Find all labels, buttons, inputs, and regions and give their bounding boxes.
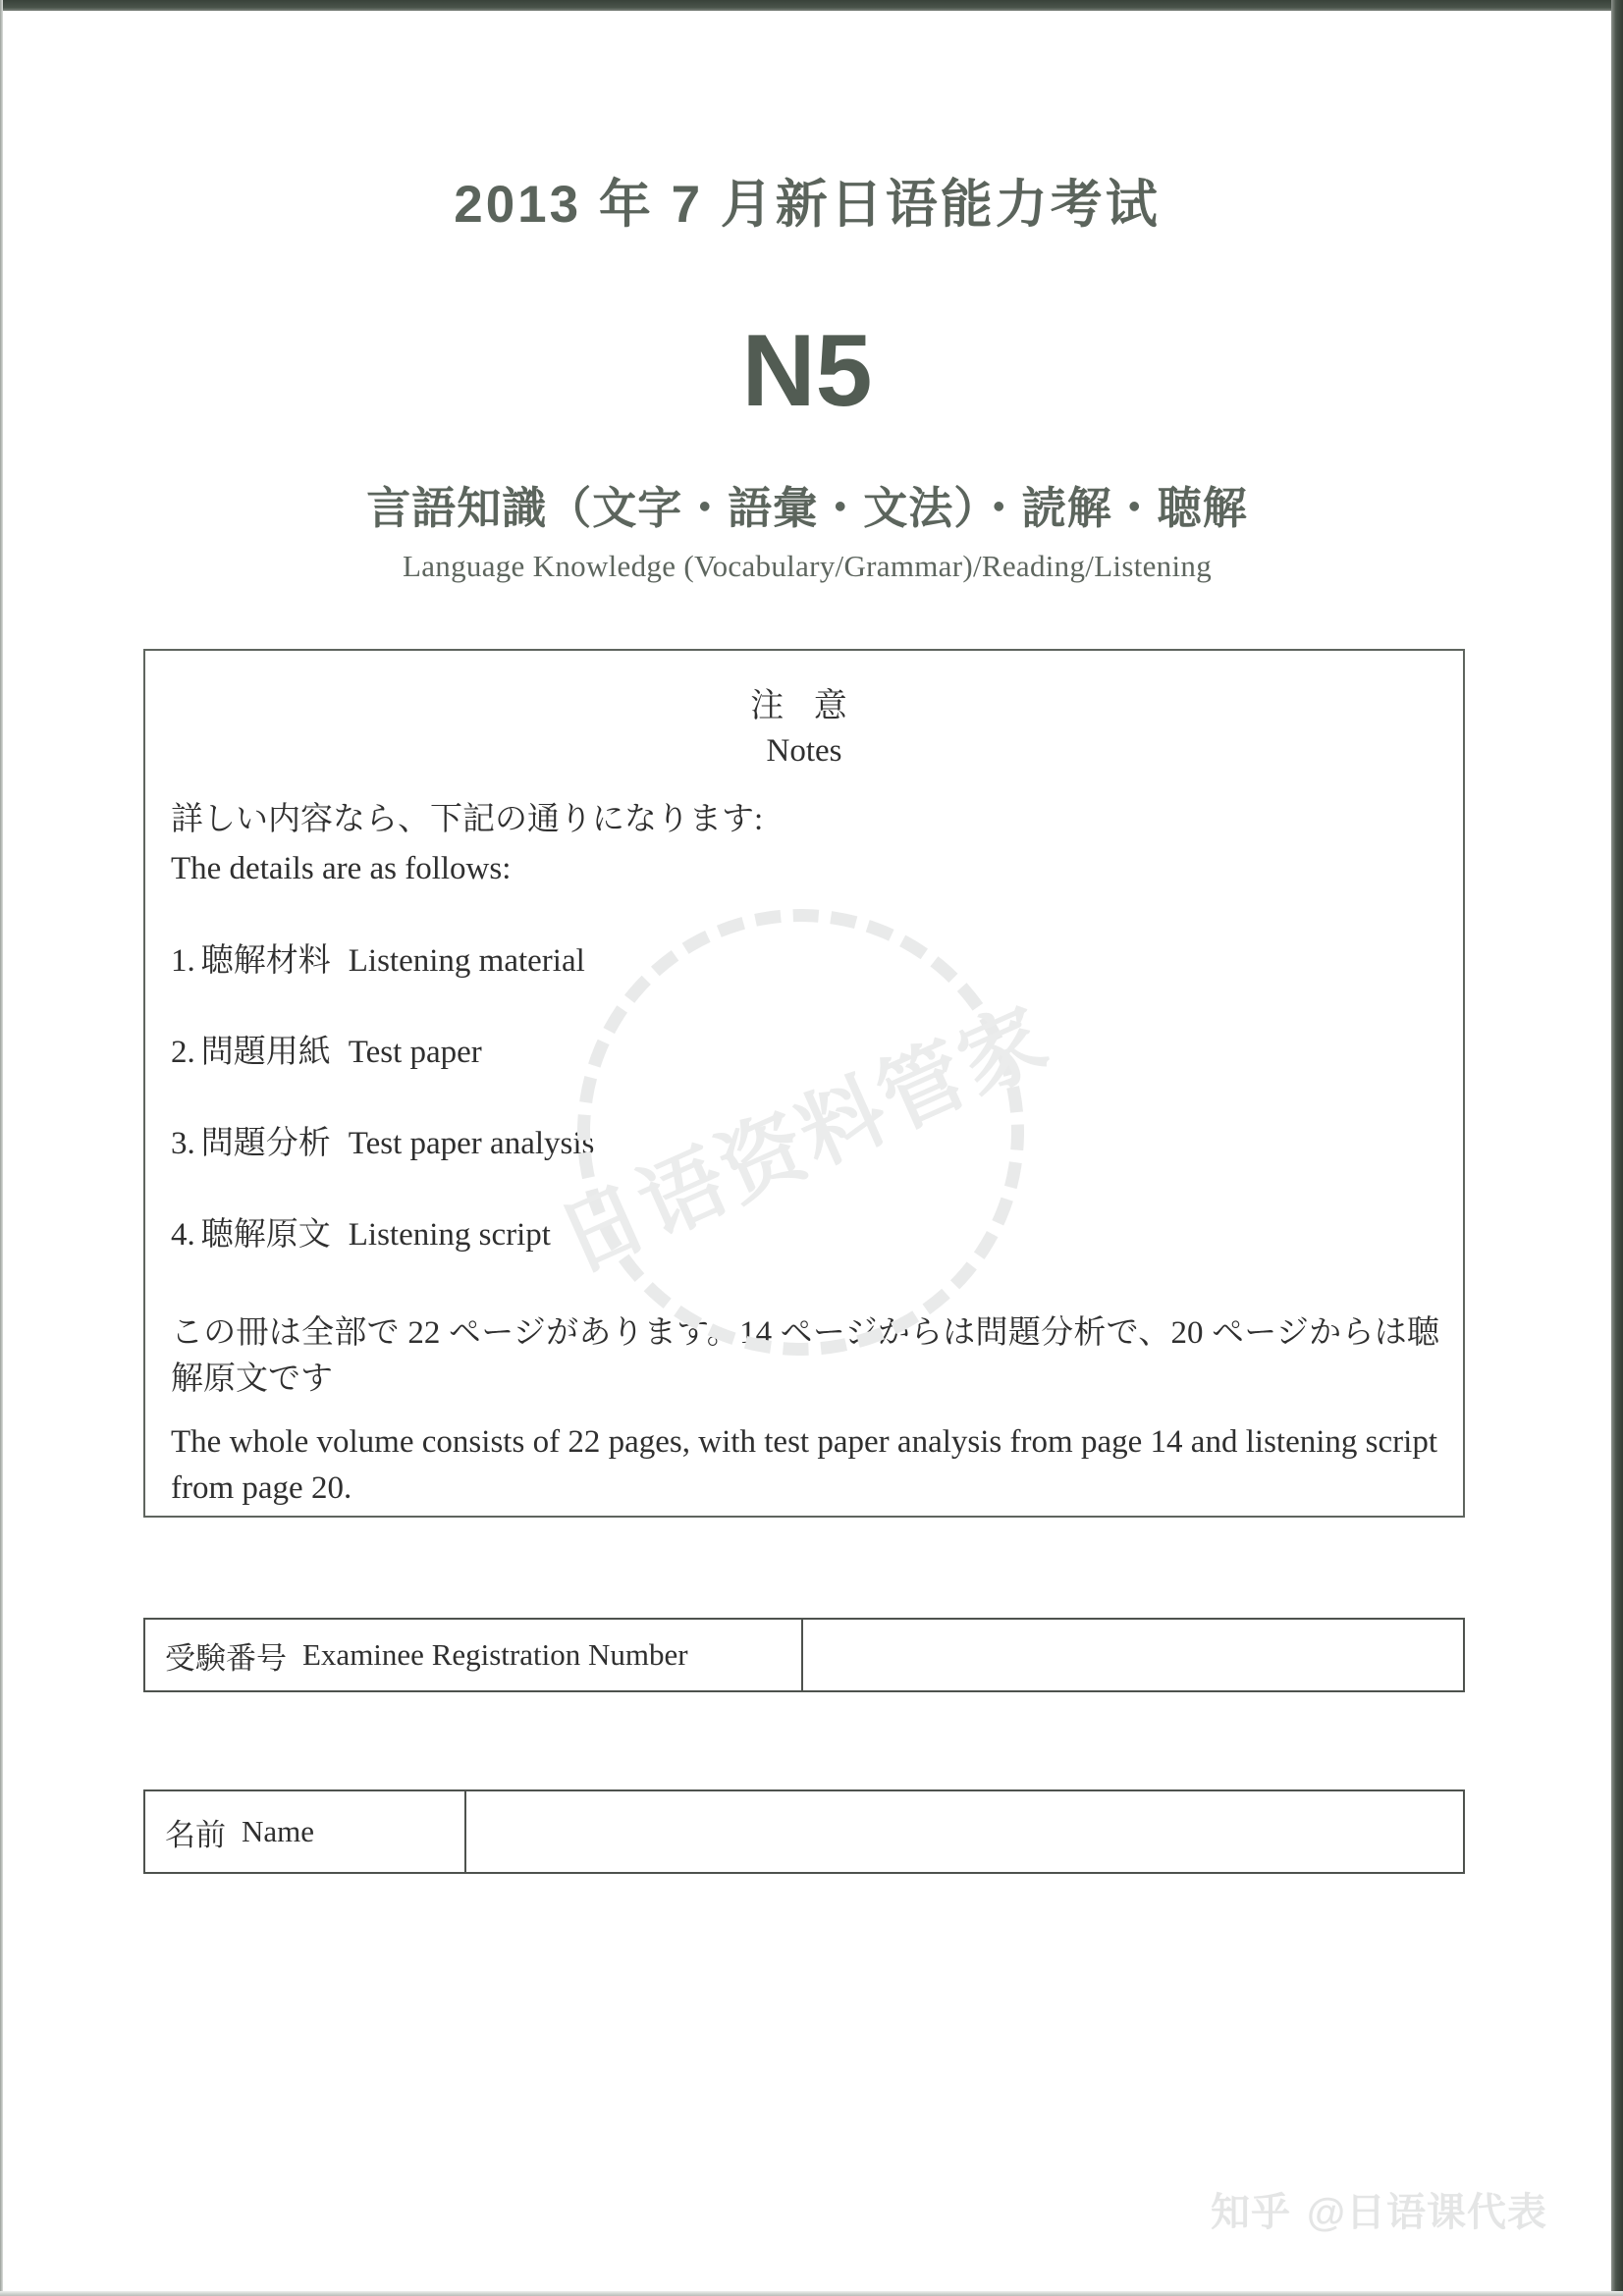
examinee-registration-input[interactable] [803,1620,1463,1690]
examinee-name-label-english: Name [242,1814,315,1848]
examinee-registration-row [143,1618,1465,1692]
scan-edge-bottom [0,2291,1623,2296]
subtitle-english: Language Knowledge (Vocabulary/Grammar)/Reading/Listening [403,549,1212,583]
list-item-english: Test paper [348,1035,482,1071]
notes-heading-japanese: 注 意 [750,688,858,724]
scan-edge-right [1611,0,1623,2296]
subtitle-japanese: 言語知識（文字・語彙・文法）・読解・聴解 [366,483,1248,533]
list-item-english: Listening script [348,1217,551,1254]
scan-edge-top [0,0,1623,11]
paper-surface [3,11,1611,2291]
list-item-number: 3. [171,1126,195,1162]
list-item-japanese: 問題用紙 [200,1035,331,1071]
list-item [171,1208,1437,1255]
list-item [171,934,1437,981]
list-item-english: Listening material [348,943,585,980]
brand-site-name: 知乎 [1210,2191,1291,2234]
brand-watermark [1211,2181,1547,2237]
list-item-number: 4. [171,1217,195,1254]
list-item [171,1117,1437,1163]
examinee-registration-label [145,1620,803,1690]
notes-heading-english: Notes [766,733,842,769]
examinee-registration-label-english: Examinee Registration Number [302,1637,688,1672]
notes-body [171,798,1437,1300]
notes-intro-english: The details are as follows: [171,850,512,886]
examinee-name-label-japanese: 名前 [165,1817,226,1852]
list-item-japanese: 問題分析 [200,1126,331,1162]
notes-summary-japanese: この冊は全部で 22 ページがあります。14 ページからは問題分析で、20 ページからは聴解原文です [171,1315,1439,1397]
notes-summary-english: The whole volume consists of 22 pages, with test paper analysis from page 14 and listening script from page 20. [171,1424,1437,1506]
list-item-japanese: 聴解原文 [200,1217,331,1254]
exam-title: 2013 年 7 月新日语能力考试 [454,176,1161,234]
examinee-registration-label-japanese: 受験番号 [165,1640,287,1676]
notes-item-list [171,934,1437,1255]
list-item [171,1026,1437,1072]
list-item-number: 2. [171,1035,195,1071]
list-item-japanese: 聴解材料 [200,943,331,980]
examinee-name-input[interactable] [466,1791,1463,1872]
list-item-number: 1. [171,943,195,980]
brand-handle: @日语课代表 [1306,2191,1547,2234]
notes-intro-japanese: 詳しい内容なら、下記の通りになります: [171,802,764,837]
list-item-english: Test paper analysis [348,1126,595,1162]
exam-level: N5 [741,314,873,428]
notes-box [143,649,1465,1518]
stamp-watermark-text: 日语资料管家 [545,989,1063,1290]
examinee-name-label [145,1791,466,1872]
examinee-name-row [143,1789,1465,1874]
